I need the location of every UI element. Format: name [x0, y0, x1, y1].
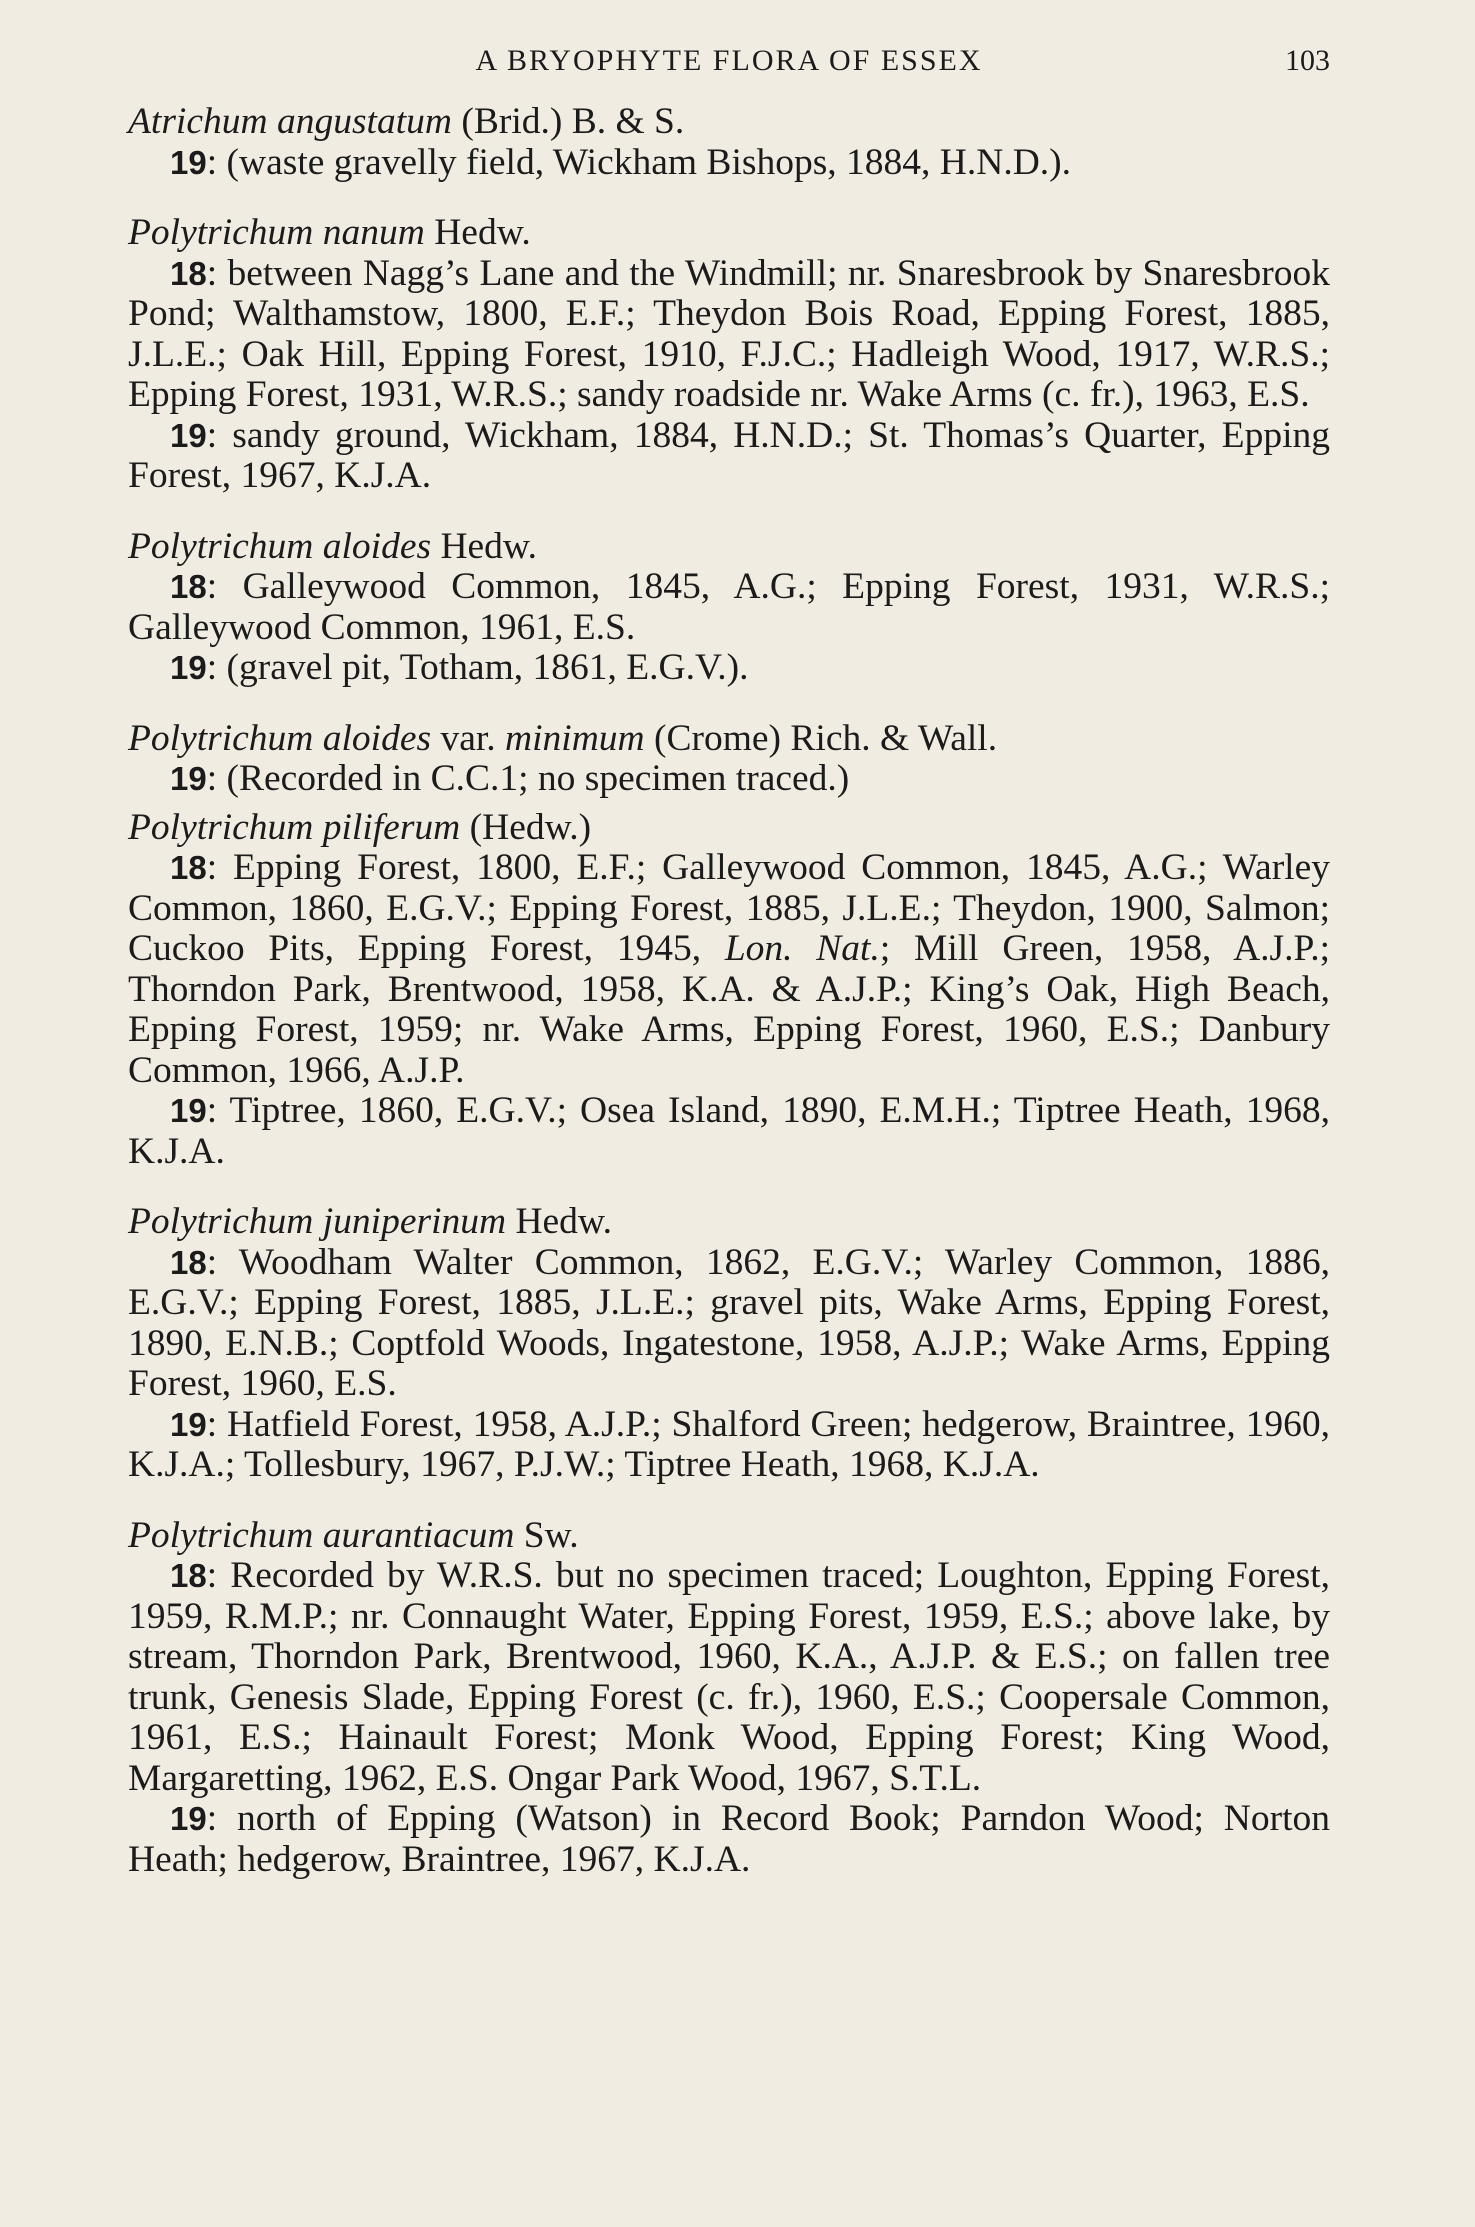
vc-record: [128, 1799, 1330, 1880]
vice-county-number: 18: [170, 1243, 207, 1281]
species-heading: [128, 213, 1330, 254]
vice-county-number: 19: [170, 760, 207, 797]
vice-county-number: 19: [170, 143, 207, 181]
vc-record: [128, 1243, 1330, 1405]
vice-county-number: 19: [170, 416, 207, 454]
vice-county-number: 18: [170, 849, 207, 886]
variety-marker: var.: [431, 717, 506, 759]
species-entry: [128, 102, 1330, 183]
vc-record: [128, 848, 1330, 1091]
species-authority: Sw.: [514, 1514, 579, 1556]
record-text: : Epping Forest, 1800, E.F.; Galleywood Common, 1845, A.G.; Warley Common, 1860, E.G.V.; Epping Forest, 1885, J.L.E.; Theydon, 1900, Salmon; Cuckoo Pits, Epping Forest, 1945,: [128, 847, 1330, 969]
species-entry: [128, 213, 1330, 497]
vc-record: [128, 1556, 1330, 1799]
species-entry: [128, 1516, 1330, 1881]
species-heading: [128, 1516, 1330, 1557]
species-authority: Hedw.: [424, 212, 531, 253]
vc-record: [128, 567, 1330, 648]
species-entry: [128, 808, 1330, 1173]
species-heading: [128, 527, 1330, 568]
species-authority: (Hedw.): [460, 806, 592, 848]
species-entry: [128, 1202, 1330, 1486]
page-body: [128, 102, 1330, 1910]
record-text: : (Recorded in C.C.1; no specimen traced.): [206, 758, 850, 799]
species-heading: [128, 719, 1330, 760]
record-text-continued: ; Mill Green, 1958, A.J.P.; Thorndon Park, Brentwood, 1958, K.A. & A.J.P.; King’s Oak, High Beach, Epping Forest, 1959; nr. Wake Arms, Epping Forest, 1960, E.S.; Danbury Common, 1966, A.J.P.: [128, 928, 1330, 1091]
record-text: : Woodham Walter Common, 1862, E.G.V.; Warley Common, 1886, E.G.V.; Epping Forest, 1885, J.L.E.; gravel pits, Wake Arms, Epping Forest, 1890, E.N.B.; Coptfold Woods, Ingatestone, 1958, A.J.P.; Wake Arms, Epping Forest, 1960, E.S.: [128, 1241, 1330, 1404]
species-heading: [128, 1202, 1330, 1243]
page-header: [128, 40, 1330, 84]
species-name: Polytrichum juniperinum: [128, 1201, 507, 1242]
record-text: : Recorded by W.R.S. but no specimen traced; Loughton, Epping Forest, 1959, R.M.P.; nr. Connaught Water, Epping Forest, 1959, E.S.; above lake, by stream, Thorndon Park, Brentwood, 1960, K.A., A.J.P. & E.S.; on fallen tree trunk, Genesis Slade, Epping Forest (c. fr.), 1960, E.S.; Coopersale Common, 1961, E.S.; Hainault Forest; Monk Wood, Epping Forest; King Wood, Margaretting, 1962, E.S. Ongar Park Wood, 1967, S.T.L.: [128, 1555, 1330, 1799]
vice-county-number: 19: [170, 1800, 207, 1837]
species-authority: (Crome) Rich. & Wall.: [644, 717, 998, 759]
vice-county-number: 18: [170, 1557, 207, 1594]
vc-record: [128, 648, 1330, 689]
species-entry: [128, 527, 1330, 689]
record-text: : sandy ground, Wickham, 1884, H.N.D.; St. Thomas’s Quarter, Epping Forest, 1967, K.J.A.: [128, 414, 1330, 496]
species-name: Polytrichum aurantiacum: [128, 1514, 515, 1556]
species-authority: Hedw.: [431, 525, 537, 567]
species-name: Polytrichum nanum: [128, 212, 425, 253]
species-name: Polytrichum aloides: [128, 525, 432, 567]
vc-record: [128, 1405, 1330, 1486]
vice-county-number: 18: [170, 254, 207, 292]
variety-name: minimum: [505, 717, 645, 759]
species-entry: [128, 719, 1330, 800]
vc-record: [128, 759, 1330, 800]
record-text: : Tiptree, 1860, E.G.V.; Osea Island, 1890, E.M.H.; Tiptree Heath, 1968, K.J.A.: [128, 1090, 1330, 1172]
running-head: A BRYOPHYTE FLORA OF ESSEX: [475, 44, 983, 77]
vc-record: [128, 254, 1330, 416]
species-authority: Hedw.: [506, 1201, 612, 1242]
species-name: Polytrichum piliferum: [128, 806, 461, 848]
vice-county-number: 19: [170, 649, 207, 686]
vice-county-number: 18: [170, 568, 207, 605]
record-text: : Galleywood Common, 1845, A.G.; Epping Forest, 1931, W.R.S.; Galleywood Common, 1961, E.S.: [128, 566, 1330, 648]
record-text: : (gravel pit, Totham, 1861, E.G.V.).: [206, 647, 749, 688]
vice-county-number: 19: [170, 1092, 207, 1129]
record-text: : Hatfield Forest, 1958, A.J.P.; Shalford Green; hedgerow, Braintree, 1960, K.J.A.; Tollesbury, 1967, P.J.W.; Tiptree Heath, 1968, K.J.A.: [128, 1403, 1330, 1485]
vice-county-number: 19: [170, 1405, 207, 1443]
species-heading: [128, 808, 1330, 849]
journal-abbreviation: Lon. Nat.: [724, 928, 880, 969]
species-name: Polytrichum aloides: [128, 717, 432, 759]
vc-record: [128, 143, 1330, 184]
vc-record: [128, 416, 1330, 497]
record-text: : between Nagg’s Lane and the Windmill; nr. Snaresbrook by Snaresbrook Pond; Walthamstow, 1800, E.F.; Theydon Bois Road, Epping Forest, 1885, J.L.E.; Oak Hill, Epping Forest, 1910, F.J.C.; Hadleigh Wood, 1917, W.R.S.; Epping Forest, 1931, W.R.S.; sandy roadside nr. Wake Arms (c. fr.), 1963, E.S.: [128, 252, 1330, 415]
record-text: : (waste gravelly field, Wickham Bishops, 1884, H.N.D.).: [206, 141, 1072, 183]
species-name: Atrichum angustatum: [128, 101, 452, 142]
page-number: 103: [1285, 44, 1330, 77]
species-heading: [128, 102, 1330, 143]
record-text: : north of Epping (Watson) in Record Book; Parndon Wood; Norton Heath; hedgerow, Braintree, 1967, K.J.A.: [128, 1798, 1330, 1880]
vc-record: [128, 1091, 1330, 1172]
species-authority: (Brid.) B. & S.: [451, 101, 685, 142]
